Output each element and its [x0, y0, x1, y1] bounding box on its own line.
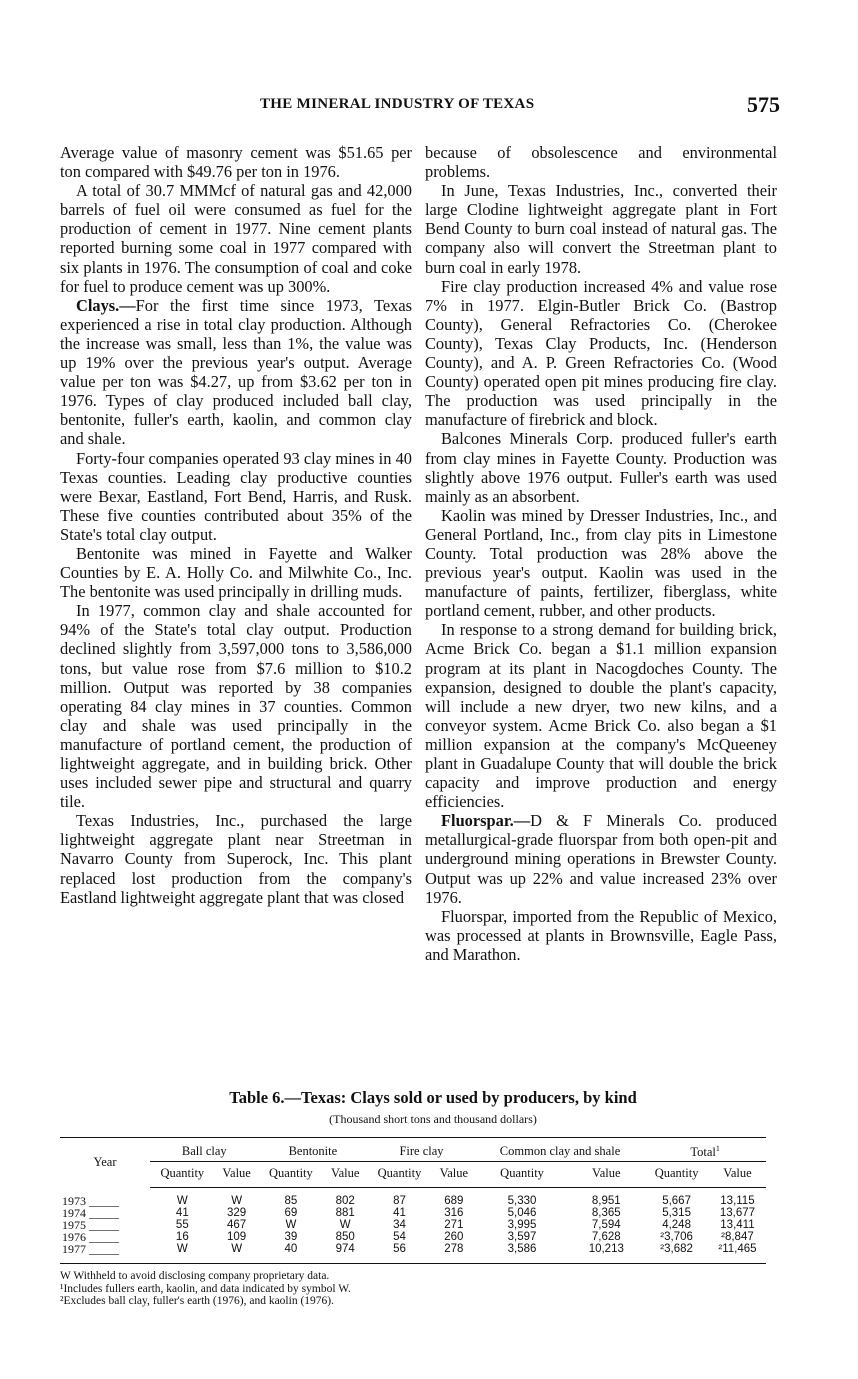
- table-row: [60, 1188, 766, 1208]
- table-cell: 13,677: [719, 1207, 756, 1220]
- table-cell: 7,628: [591, 1231, 621, 1244]
- table-cell: 5,667: [662, 1195, 691, 1208]
- table-cell: 87: [393, 1195, 406, 1208]
- paragraph: Fluorspar, imported from the Republic of Mexico, was processed at plants in Brownsville, Eagle Pass, and Marathon.: [425, 906, 777, 964]
- run-in-heading: Clays.—: [76, 295, 136, 315]
- table-cell: 881: [335, 1207, 355, 1220]
- value-header: Value: [568, 1162, 644, 1188]
- table-cell: 8,951: [591, 1195, 621, 1208]
- paragraph: In response to a strong demand for building brick, Acme Brick Co. began a $1.1 million expansion program at its plant in Nacogdoches County. The expansion, designed to double the plant's capacity, will include a new dryer, two new kilns, and a conveyor system. Acme Brick Co. also began a $1 million expansion at the company's McQueeney plant in Guadalupe County that will double the brick capacity and improve production and energy efficiencies.: [425, 620, 777, 812]
- value-header: Value: [215, 1162, 259, 1188]
- right-column: [425, 143, 777, 964]
- table-cell: 55: [175, 1219, 189, 1232]
- table-row: [60, 1207, 766, 1219]
- year-header: Year: [60, 1138, 150, 1188]
- table-cell: 278: [432, 1243, 476, 1264]
- table-cell: W: [231, 1195, 243, 1208]
- table-cell: 41: [393, 1207, 406, 1220]
- table-cell: 3,586: [476, 1243, 569, 1264]
- table-cell: 39: [284, 1231, 298, 1244]
- run-in-heading: Fluorspar.—: [441, 811, 531, 831]
- subheader-row: [60, 1162, 766, 1188]
- table-cell: 5,046: [507, 1207, 537, 1220]
- table-cell: 54: [393, 1231, 406, 1244]
- table-cell: 467: [227, 1219, 247, 1232]
- table-cell: W: [150, 1243, 215, 1264]
- value-header: Value: [709, 1162, 766, 1188]
- table-cell: 85: [284, 1195, 298, 1208]
- group-header-bentonite: Bentonite: [259, 1138, 368, 1162]
- table-cell: 34: [393, 1219, 406, 1232]
- year-cell: 1975 _____: [62, 1218, 119, 1233]
- group-header-fire-clay: Fire clay: [367, 1138, 476, 1162]
- footnote: W Withheld to avoid disclosing company proprietary data.: [60, 1270, 330, 1283]
- table-cell: 4,248: [662, 1219, 691, 1232]
- quantity-header: Quantity: [644, 1162, 709, 1188]
- table-cell: 689: [444, 1195, 464, 1208]
- year-cell: 1977 _____: [60, 1243, 150, 1264]
- table-cell: 260: [444, 1231, 464, 1244]
- table-cell: 974: [323, 1243, 367, 1264]
- table-cell: ²3,682: [644, 1243, 709, 1264]
- table-row: [60, 1219, 766, 1231]
- year-cell: 1973 _____: [62, 1193, 119, 1208]
- table-footnotes: [60, 1270, 766, 1308]
- quantity-header: Quantity: [367, 1162, 432, 1188]
- table-cell: 109: [227, 1231, 247, 1244]
- paragraph: Kaolin was mined by Dresser Industries, Inc., and General Portland, Inc., from clay pits in Limestone County. Total production was 28% above the previous year's output. Kaolin was used in the manufacture of paints, fertilizer, fiberglass, white portland cement, rubber, and other products.: [425, 505, 777, 621]
- paragraph: Forty-four companies operated 93 clay mines in 40 Texas counties. Leading clay productive counties were Bexar, Eastland, Fort Bend, Harris, and Rusk. These five counties contributed about 35% of the State's total clay output.: [60, 448, 412, 544]
- table-cell: 5,315: [662, 1207, 691, 1220]
- table-cell: 8,365: [591, 1207, 621, 1220]
- table-cell: ²3,706: [660, 1231, 693, 1244]
- group-header-total: Total$^1$: [644, 1138, 766, 1162]
- table-cell: 10,213: [568, 1243, 644, 1264]
- left-column: [60, 143, 412, 907]
- table-cell: W: [285, 1219, 297, 1232]
- table-body: [60, 1188, 766, 1264]
- table-cell: W: [215, 1243, 259, 1264]
- paragraph: Bentonite was mined in Fayette and Walker Counties by E. A. Holly Co. and Milwhite Co., Inc. The bentonite was used principally in drilling muds.: [60, 543, 412, 602]
- table-cell: 7,594: [591, 1219, 621, 1232]
- table-cell: W: [339, 1219, 351, 1232]
- table-cell: 271: [444, 1219, 464, 1232]
- page-number: 575: [747, 92, 780, 117]
- quantity-header: Quantity: [150, 1162, 215, 1188]
- value-header: Value: [432, 1162, 476, 1188]
- table-cell: 850: [335, 1231, 355, 1244]
- paragraph: Texas Industries, Inc., purchased the large lightweight aggregate plant near Streetman in Navarro County from Superock, Inc. This plant replaced lost production from the company's Eastland lightweight aggregate plant that was closed: [60, 811, 412, 907]
- table-cell: 41: [175, 1207, 189, 1220]
- running-header-title: THE MINERAL INDUSTRY OF TEXAS: [260, 96, 535, 112]
- footnote: ¹Includes fullers earth, kaolin, and data indicated by symbol W.: [60, 1282, 351, 1295]
- group-header-common-clay: Common clay and shale: [476, 1138, 644, 1162]
- paragraph: Fluorspar.—D & F Minerals Co. produced metallurgical-grade fluorspar from both open-pit and underground mining operations in Brewster County. Output was up 22% and value increased 23% over 1976.: [425, 811, 777, 907]
- table-cell: 802: [335, 1195, 355, 1208]
- table-cell: 316: [444, 1207, 464, 1220]
- table-cell: W: [176, 1195, 188, 1208]
- table-cell: 40: [259, 1243, 324, 1264]
- paragraph: Fire clay production increased 4% and value rose 7% in 1977. Elgin-Butler Brick Co. (Bastrop County), General Refractories Co. (Cherokee County), Texas Clay Products, Inc. (Henderson County), and A. P. Green Refractories Co. (Wood County) operated open pit mines producing fire clay. The production was used principally in the manufacture of firebrick and block.: [425, 276, 777, 430]
- table-cell: 3,995: [507, 1219, 537, 1232]
- table-cell: 13,411: [720, 1219, 755, 1232]
- table-subtitle: (Thousand short tons and thousand dollars): [329, 1112, 537, 1126]
- table-cell: 3,597: [507, 1231, 537, 1244]
- quantity-header: Quantity: [259, 1162, 324, 1188]
- table-title: Table 6.—Texas: Clays sold or used by producers, by kind: [229, 1088, 637, 1107]
- paragraph: A total of 30.7 MMMcf of natural gas and 42,000 barrels of fuel oil were consumed as fuel for the production of cement in 1977. Nine cement plants reported burning some coal in 1977 compared with six plants in 1976. The consumption of coal and coke for fuel to produce cement was up 300%.: [60, 181, 412, 296]
- footnote: ²Excludes ball clay, fuller's earth (1976), and kaolin (1976).: [60, 1295, 334, 1308]
- paragraph: Average value of masonry cement was $51.65 per ton compared with $49.76 per ton in 1976.: [60, 143, 412, 182]
- group-header-ball-clay: Ball clay: [150, 1138, 259, 1162]
- running-header: [60, 92, 780, 122]
- table-row: [60, 1243, 766, 1264]
- table-cell: 56: [367, 1243, 432, 1264]
- clays-table-block: [60, 1088, 766, 1308]
- table-cell: ²8,847: [721, 1231, 754, 1244]
- table-cell: 329: [227, 1207, 247, 1220]
- table-cell: 5,330: [507, 1195, 537, 1208]
- value-header: Value: [323, 1162, 367, 1188]
- year-cell: 1976 _____: [62, 1230, 119, 1245]
- paragraph: Clays.—For the first time since 1973, Texas experienced a rise in total clay production. Although the increase was small, less than 1%, the value was up 19% over the previous year's output. Average value per ton was $4.27, up from $3.62 per ton in 1976. Types of clay produced included ball clay, bentonite, fuller's earth, kaolin, and common clay and shale.: [60, 295, 412, 449]
- paragraph: In June, Texas Industries, Inc., converted their large Clodine lightweight aggregate plant in Fort Bend County to burn coal instead of natural gas. The company also will convert the Streetman plant to burn coal in early 1978.: [425, 181, 777, 277]
- table-cell: ²11,465: [709, 1243, 766, 1264]
- table-cell: 13,115: [720, 1195, 755, 1208]
- year-cell: 1974 _____: [62, 1206, 119, 1221]
- table-cell: 16: [175, 1231, 189, 1244]
- clays-table: [60, 1137, 766, 1264]
- paragraph: because of obsolescence and environmental problems.: [425, 143, 777, 182]
- quantity-header: Quantity: [476, 1162, 569, 1188]
- table-cell: 69: [284, 1207, 298, 1220]
- table-row: [60, 1231, 766, 1243]
- paragraph: In 1977, common clay and shale accounted for 94% of the State's total clay output. Production declined slightly from 3,597,000 tons to 3,586,000 tons, but value rose from $7.6 million to $10.2 million. Output was reported by 38 companies operating 84 clay mines in 37 counties. Common clay and shale was used principally in the manufacture of portland cement, the production of lightweight aggregate, and in building brick. Other uses included sewer pipe and structural and quarry tile.: [60, 601, 412, 812]
- paragraph: Balcones Minerals Corp. produced fuller's earth from clay mines in Fayette County. Production was slightly above 1976 output. Fuller's earth was used mainly as an absorbent.: [425, 429, 777, 506]
